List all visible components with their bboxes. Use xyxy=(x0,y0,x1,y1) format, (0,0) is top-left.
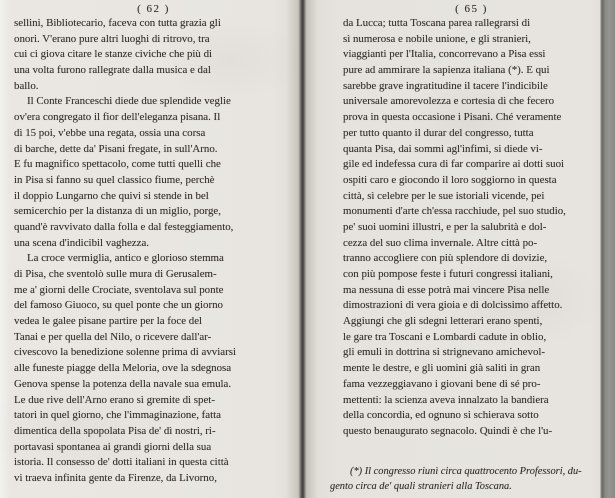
text-line: pure ad ammirare la sapienza italiana (*). E qui xyxy=(343,64,550,77)
text-line: cezza del suo clima invernale. Altre città po- xyxy=(343,236,538,249)
text-line: universale amorevolezza e cortesia di che fecero xyxy=(343,95,555,108)
text-line: portavasi spontanea ai grandi giorni della sua xyxy=(14,440,212,453)
text-line: questo benaugurato segnacolo. Quindi è che l'u- xyxy=(343,424,553,437)
text-line: mettenti: la scienza aveva innalzato la bandiera xyxy=(343,393,549,406)
text-line: quanta Pisa, dai sommi agl'infimi, si diede vi- xyxy=(343,142,543,155)
footnote xyxy=(330,464,602,494)
text-line: ov'era congregato il fior dell'eleganza pisana. Il xyxy=(14,111,221,124)
text-line: con più pompose feste i futuri congressi italiani, xyxy=(343,268,553,280)
text-line: Aggiungi che gli sdegni letterari erano spenti, xyxy=(343,315,543,328)
text-line: di barche, dette da' Pisani fregate, in sull'Arno. xyxy=(14,142,218,155)
text-line: città, sì celebre per le sue istoriali vicende, pei xyxy=(343,189,545,202)
text-line: di Pisa, che sventolò sulle mura di Gerusalem- xyxy=(14,268,217,280)
text-line: sì numerosa e nobile unione, e gli stranieri, xyxy=(343,32,531,45)
text-line: monumenti d'arte ch'essa racchiude, pel suo studio, xyxy=(343,205,566,218)
right-page-number: ( 65 ) xyxy=(455,3,488,15)
text-line: della concordia, ed ognuno si schierava sotto xyxy=(343,409,539,422)
text-line: tranno accogliere con più splendore di dovizie, xyxy=(343,252,548,265)
text-line: del famoso Giuoco, su quel ponte che un giorno xyxy=(14,299,223,312)
gutter-shadow xyxy=(286,0,318,498)
right-page xyxy=(343,3,600,440)
text-line: da Lucca; tutta Toscana parea rallegrarsi di xyxy=(343,17,531,29)
text-line: il doppio Lungarno che quivi si stende in bel xyxy=(14,189,209,202)
left-page-number: ( 62 ) xyxy=(137,3,170,15)
text-line: sellini, Bibliotecario, faceva con tutta grazia gli xyxy=(14,17,221,29)
text-line: civescovo la benedizione solenne prima di avviarsi xyxy=(14,346,236,359)
text-line: semicerchio per la distanza di un miglio, porge, xyxy=(14,205,221,218)
text-line: E fu magnifico spettacolo, come tutti quelli che xyxy=(14,158,221,171)
text-line: onori. V'erano pure altri luoghi di ritrovo, tra xyxy=(14,32,210,45)
text-line: dimostrazioni di vera gioia e di dolcissimo affetto. xyxy=(343,299,563,312)
text-line: ma nessuna di esse potrà mai vincere Pisa nelle xyxy=(343,283,550,296)
text-line: Le due rive dell'Arno erano sì gremite di spet- xyxy=(14,393,215,406)
text-line: dì 15 poi, v'ebbe una regata, ossia una corsa xyxy=(14,126,206,139)
text-line: sarebbe grave ingratitudine il tacere l'indicibile xyxy=(343,79,548,92)
page-edge-band xyxy=(600,0,615,498)
left-page-text xyxy=(14,16,293,487)
text-line: Genova spense la potenza della navale sua emula. xyxy=(14,377,232,390)
text-line: pe' suoi uomini illustri, e per la salubrità e dol- xyxy=(343,220,547,233)
text-line: alle funeste piagge della Meloria, ove la sdegnosa xyxy=(14,362,232,375)
text-line: me a' giorni delle Crociate, sventolava sul ponte xyxy=(14,283,224,296)
text-line: fama vezzeggiavano i giovani bene di sé pro- xyxy=(343,377,541,390)
text-line: prova in questa occasione i Pisani. Ché veramente xyxy=(343,111,562,124)
text-line: dimentica della spopolata Pisa de' dì nostri, ri- xyxy=(14,424,216,437)
text-line: ospiti caro e giocondo il loro soggiorno in questa xyxy=(343,173,557,186)
text-line: vedea le galee pisane partire per la foce del xyxy=(14,315,203,328)
text-line: gli emuli in dottrina si strignevano amichevol- xyxy=(343,346,546,359)
text-line: viaggianti per l'Italia, concorrevano a Pisa essi xyxy=(343,48,546,61)
text-line: Il Conte Franceschi diede due splendide veglie xyxy=(27,95,231,108)
text-line: vi traeva infinita gente da Firenze, da Livorno, xyxy=(14,471,217,484)
text-line: le gare tra Toscani e Lombardi cadute in oblio, xyxy=(343,330,547,343)
text-line: mente le destre, e gli uomini già saliti in gran xyxy=(343,362,541,375)
text-line: una scena d'indicibil vaghezza. xyxy=(14,236,150,249)
text-line: in Pisa si fanno su quel classico fiume, perchè xyxy=(14,173,215,186)
text-line: istoria. Il consesso de' dotti italiani in questa città xyxy=(14,456,229,469)
text-line: per tutto quanto il durar del congresso, tutta xyxy=(343,126,534,139)
text-line: La croce vermiglia, antico e glorioso stemma xyxy=(27,252,224,265)
text-line: tatori in quel giorno, che l'immaginazione, fatta xyxy=(14,409,222,422)
text-line: Tanai e per quella del Nilo, o ricevere dall'ar- xyxy=(14,330,212,343)
left-page xyxy=(14,3,293,487)
text-line: una volta furono rallegrate dalla musica e dal xyxy=(14,64,211,77)
text-line: quand'è ravvivato dalla folla e dal festeggiamento, xyxy=(14,220,234,233)
text-line: cui ci giova citare le stanze civiche che più di xyxy=(14,48,213,61)
right-page-text xyxy=(343,16,600,440)
footnote-line: gento circa de' quali stranieri alla Toscana. xyxy=(330,481,512,492)
text-line: ballo. xyxy=(14,79,39,92)
text-line: gile ed indefessa cura di far comparire ai dotti suoi xyxy=(343,158,565,171)
footnote-line: (*) Il congresso riunì circa quattrocento Professori, du- xyxy=(350,466,582,477)
